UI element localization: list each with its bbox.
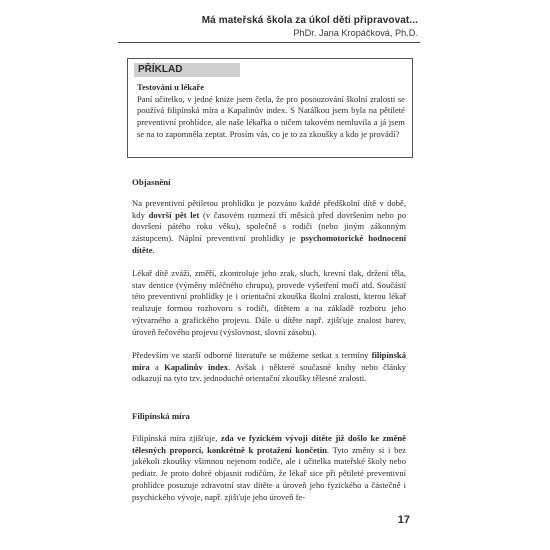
- p3-text-b: a: [149, 361, 165, 372]
- p1-text-b: (v časovém rozmezí tří měsíců před dovršením nebo po dovršení pátého roku věku), společně s rodiči (nebo jiným zákonným zástupcem). Náplní preventivní prohlídky je: [132, 209, 406, 244]
- book-author: PhDr. Jana Kropáčková, Ph.D.: [293, 28, 418, 38]
- paragraph-2: Lékař dítě zváží, změří, zkontroluje jeho zrak, sluch, krevní tlak, držení těla, stav dentice (výměny mléčného chrupu), provede vyšetření močí atd. Součástí této preventivní prohlídky je i orientační zkouška školní zralosti, kterou lékař realizuje formou rozhovoru s rodiči, dítětem a na základě rozboru jeho výtvarného a grafického projevu. Dále u dítěte např. zjišťuje znalost barev, úroveň řečového projevu (výslovnost, slovní zásobu).: [132, 268, 406, 337]
- running-header: [118, 14, 418, 39]
- p1-text-c: .: [152, 244, 155, 255]
- paragraph-4: [132, 433, 406, 503]
- p1-bold-a: dovrší pět let: [148, 209, 200, 220]
- header-divider: [118, 42, 420, 43]
- example-content: [137, 82, 405, 141]
- example-tag: PŘÍKLAD: [134, 63, 240, 77]
- paragraph-3: [132, 350, 406, 385]
- example-box: [127, 58, 413, 158]
- p4-bold: zda ve fyzickém vývoji dítěte již došlo ke změně tělesných proporcí, konkrétně k protažení končetin: [132, 433, 406, 455]
- p4-text-a: Filipínská míra zjišťuje,: [132, 433, 221, 443]
- example-subtitle: Testování u lékaře: [137, 82, 205, 92]
- paragraph-1: [132, 198, 406, 257]
- book-title: Má mateřská škola za úkol děti připravovat...: [201, 15, 418, 26]
- p1-bold-b: psychomotorické hodnocení dítěte: [132, 233, 407, 255]
- page-number: 17: [397, 514, 410, 526]
- p4-text-b: . Tyto změny si i bez jakékoli zkoušky všimnou nejenom rodiče, ale i učitelka mateřské školy nebo pediatr. Je proto dobré objasnit rodičům, že lékař sice při pětileté preventivní prohlídce posuzuje zdravotní stav dítěte a úroveň jeho fyzického a částečně i psychického vývoje, např. zjišťuje jeho úroveň fe-: [132, 444, 406, 502]
- p3-text-c: . Avšak i některé současné knihy nebo články odkazují na tyto tzv. jednoduché orientační zkoušky tělesné zralosti.: [132, 361, 406, 384]
- p1-text-a: Na preventivní pětiletou prohlídku je pozváno každé předškolní dítě v době, kdy: [132, 198, 406, 220]
- p3-text-a: Především ve starší odborné literatuře se můžeme setkat s termíny: [132, 350, 372, 360]
- section-heading-objasneni: Objasnění: [132, 177, 171, 187]
- p3-bold-b: Kapalinův index: [164, 361, 229, 372]
- p3-bold-a: filipínská míra: [132, 350, 406, 372]
- section-heading-filipinska: Filipínská míra: [132, 411, 190, 421]
- example-text: Paní učitelko, v jedné knize jsem četla, že pro posouzování školní zralosti se používá filipínská míra a Kapalinův index. S Natálkou jsem byla na pětileté preventivní prohlídce, ale naše lékařka o ničem takovém nemluvila a já jsem se na to zapomněla zeptat. Prosím vás, co je to za zkoušky a kdo je provádí?: [137, 93, 405, 139]
